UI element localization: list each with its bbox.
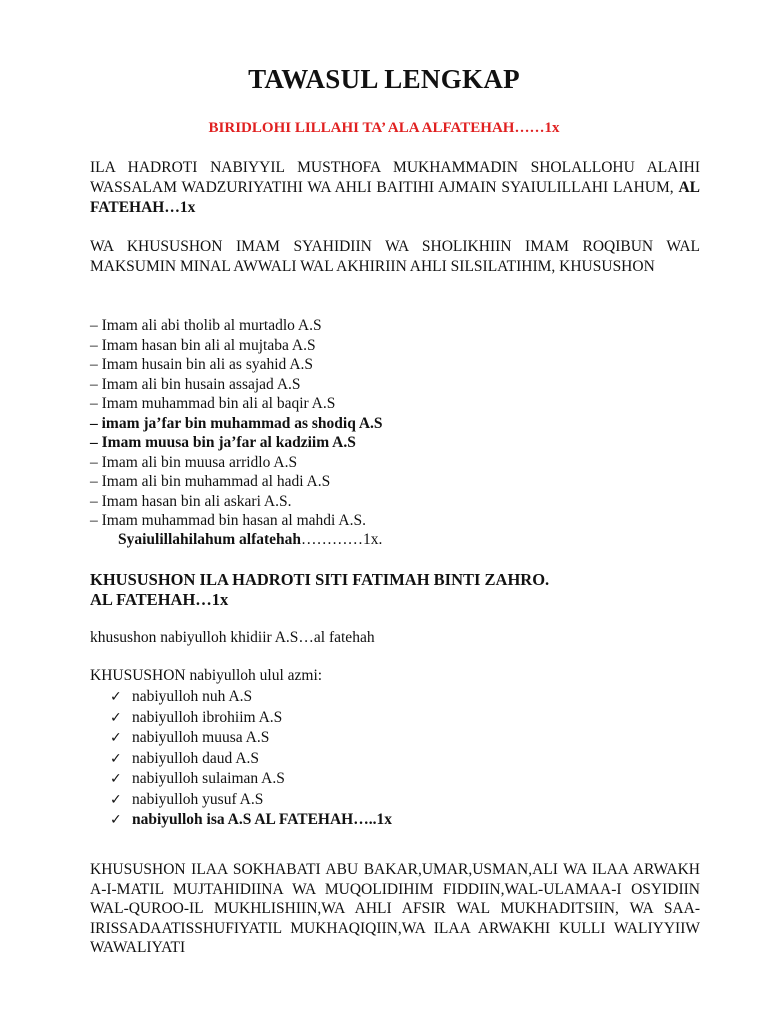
ulul-azmi-item-label: nabiyulloh isa A.S AL FATEHAH…..1x <box>132 811 392 828</box>
ulul-azmi-list <box>110 687 392 831</box>
ulul-azmi-item <box>110 769 392 790</box>
ulul-azmi-item <box>110 687 392 708</box>
checkmark-icon: ✓ <box>110 730 122 746</box>
imam-list-item: – Imam ali bin muusa arridlo A.S <box>90 453 298 471</box>
ulul-azmi-item-label: nabiyulloh yusuf A.S <box>132 790 264 808</box>
imam-list-item: – Imam hasan bin ali al mujtaba A.S <box>90 336 316 354</box>
paragraph-sahabat: KHUSUSHON ILAA SOKHABATI ABU BAKAR,UMAR,USMAN,ALI WA ILAA ARWAKH A-I-MATIL MUJTAHIDIINA WA MUQOLIDIHIM FIDDIIN,WAL-ULAMAA-I OSYIDIIN WAL-QUROO-IL MUKHLISHIIN,WA AHLI AFSIR WAL MUKHADITSIIN, WA SAA-IRISSADAATISSHUFIYATIL MUKHAQIQIIN,WA ILAA ARWAKHI KULLI WALIYYIIW WAWALIYATI <box>90 861 700 956</box>
ulul-azmi-item-label: nabiyulloh ibrohiim A.S <box>132 708 283 726</box>
imam-list-item: – Imam ali abi tholib al murtadlo A.S <box>90 317 322 334</box>
checkmark-icon: ✓ <box>110 709 122 726</box>
document-title: TAWASUL LENGKAP <box>248 64 520 94</box>
ulul-azmi-item-label: nabiyulloh daud A.S <box>132 749 260 767</box>
khidir-line: khusushon nabiyulloh khidiir A.S…al fatehah <box>90 629 375 646</box>
ulul-azmi-item <box>110 749 392 770</box>
fatimah-heading: KHUSUSHON ILA HADROTI SITI FATIMAH BINTI ZAHRO. <box>90 570 550 589</box>
imam-list-item: – imam ja’far bin muhammad as shodiq A.S <box>90 414 383 432</box>
imam-list-item: – Imam muhammad bin hasan al mahdi A.S. <box>90 512 366 529</box>
ulul-azmi-item <box>110 810 392 831</box>
imam-list-item: – Imam ali bin muhammad al hadi A.S <box>90 473 331 490</box>
paragraph-nabi <box>90 158 700 218</box>
paragraph-nabi-text: ILA HADROTI NABIYYIL MUSTHOFA MUKHAMMADIN SHOLALLOHU ALAIHI WASSALAM WADZURIYATIHI WA AHLI BAITIHI AJMAIN SYAIULILLAHI LAHUM, <box>90 159 700 196</box>
imam-list-item: – Imam husain bin ali as syahid A.S <box>90 356 314 373</box>
imam-closing-dots: …………1x. <box>301 531 383 548</box>
paragraph-nabi-fatehah: AL FATEHAH…1x <box>90 179 700 216</box>
ulul-azmi-item-label: nabiyulloh muusa A.S <box>132 729 270 746</box>
checkmark-icon: ✓ <box>110 812 122 828</box>
checkmark-icon: ✓ <box>110 771 122 787</box>
imam-list <box>90 316 700 531</box>
ulul-azmi-item-label: nabiyulloh nuh A.S <box>132 688 253 705</box>
imam-closing-text: Syaiulillahilahum alfatehah <box>118 531 302 548</box>
imam-list-item: – Imam muusa bin ja’far al kadziim A.S <box>90 434 356 451</box>
ulul-azmi-item <box>110 728 392 749</box>
checkmark-icon: ✓ <box>110 689 122 705</box>
ulul-azmi-item <box>110 790 392 811</box>
paragraph-imam-intro: WA KHUSUSHON IMAM SYAHIDIIN WA SHOLIKHIIN IMAM ROQIBUN WAL MAKSUMIN MINAL AWWALI WAL AKHIRIIN AHLI SILSILATIHIM, KHUSUSHON <box>90 238 700 275</box>
ulul-azmi-item <box>110 708 392 729</box>
opening-fatehah-line: BIRIDLOHI LILLAHI TA’ ALA ALFATEHAH……1x <box>208 120 560 136</box>
fatimah-fatehah: AL FATEHAH…1x <box>90 590 229 609</box>
imam-closing-line <box>118 531 382 549</box>
imam-list-item: – Imam ali bin husain assajad A.S <box>90 375 301 393</box>
checkmark-icon: ✓ <box>110 750 122 767</box>
imam-list-item: – Imam hasan bin ali askari A.S. <box>90 492 292 510</box>
ulul-azmi-intro: KHUSUSHON nabiyulloh ulul azmi: <box>90 667 323 684</box>
checkmark-icon: ✓ <box>110 791 122 808</box>
imam-list-item: – Imam muhammad bin ali al baqir A.S <box>90 395 336 412</box>
ulul-azmi-item-label: nabiyulloh sulaiman A.S <box>132 770 285 787</box>
